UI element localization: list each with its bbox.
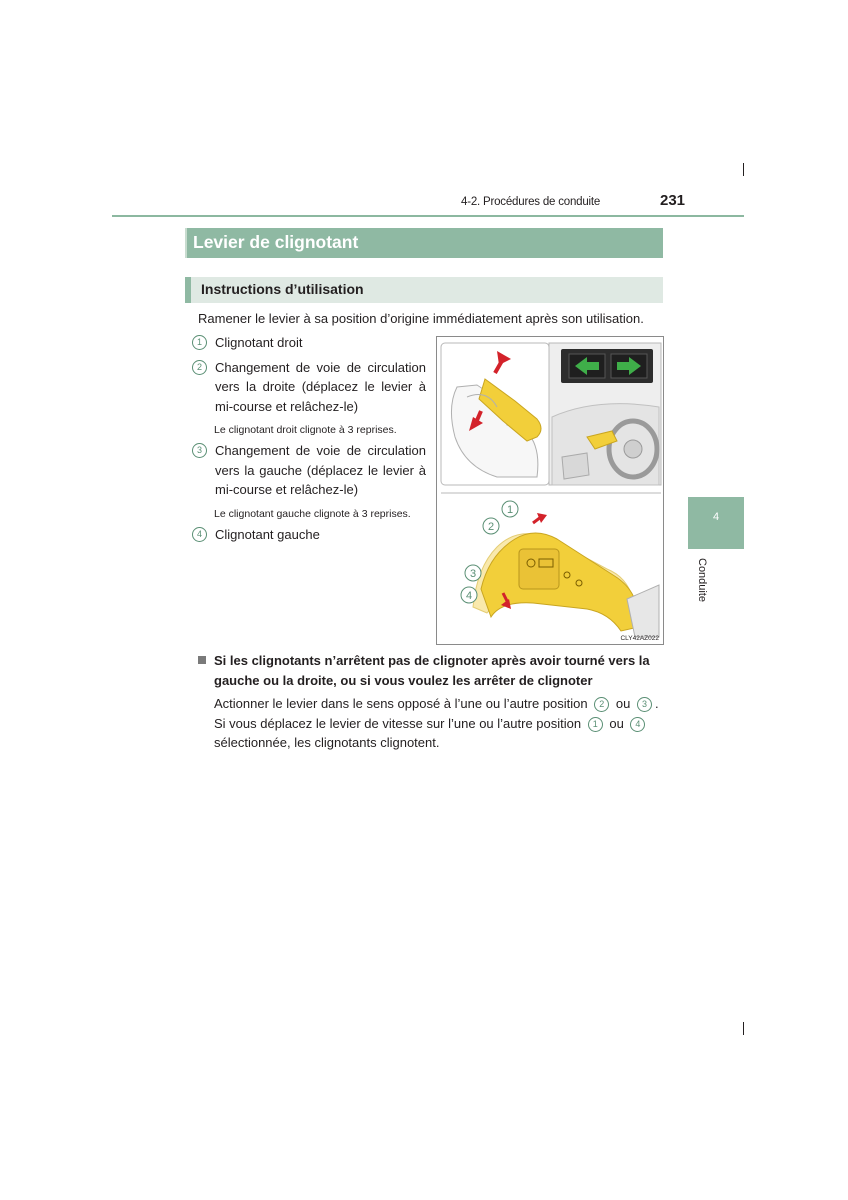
section2-heading-text: Si les clignotants n’arrêtent pas de clignoter après avoir tourné vers la gauche ou la droite, ou si vous voulez les arrêter de clignoter — [214, 653, 650, 688]
section2-line-2 — [214, 714, 662, 753]
callout-number: 4 — [630, 717, 645, 732]
bulleted-heading — [198, 651, 662, 690]
list-item — [192, 441, 426, 500]
callout-number: 3 — [192, 443, 207, 458]
chapter-number: 4 — [712, 511, 720, 523]
item-text: Clignotant gauche — [215, 526, 320, 542]
page-number: 231 — [660, 192, 686, 209]
chapter-label: Conduite — [696, 558, 708, 603]
section2-heading — [198, 651, 662, 690]
section2-paragraph — [214, 694, 662, 753]
item-note: Le clignotant gauche clignote à 3 reprises. — [214, 507, 411, 520]
section2-text: ou — [609, 715, 624, 731]
section2-text: Si vous déplacez le levier de vitesse sur l’une ou l’autre position — [214, 715, 582, 731]
crop-mark-top — [743, 163, 744, 176]
header-section-title: 4-2. Procédures de conduite — [461, 196, 601, 208]
item-note: Le clignotant droit clignote à 3 reprises. — [214, 424, 397, 436]
callout-number: 2 — [594, 697, 609, 712]
crop-mark-bottom — [743, 1022, 744, 1035]
callout-number: 4 — [192, 527, 207, 542]
callout-number: 2 — [192, 360, 207, 375]
figure-callout-1: 1 — [506, 504, 514, 516]
item-text: Changement de voie de circulation vers la gauche (déplacez le levier à mi-course et relâchez-le) — [215, 443, 426, 497]
header-rule — [112, 215, 744, 217]
section2-text: ou — [615, 696, 631, 711]
page-title: Levier de clignotant — [185, 228, 663, 258]
callout-number: 1 — [588, 717, 603, 732]
section2-text: Actionner le levier dans le sens opposé à l’une ou l’autre position — [214, 696, 588, 711]
item-text: Changement de voie de circulation vers la droite (déplacez le levier à mi-course et relâchez-le) — [215, 359, 426, 414]
item-text: Clignotant droit — [215, 335, 303, 350]
figure-callout-3: 3 — [469, 568, 477, 580]
intro-text: Ramener le levier à sa position d’origine immédiatement après son utilisation. — [198, 311, 644, 326]
list-item — [192, 333, 426, 353]
section2-text: sélectionnée, les clignotants clignotent. — [214, 735, 440, 750]
callout-number: 1 — [192, 335, 207, 350]
list-item — [192, 358, 426, 417]
list-item — [192, 525, 426, 545]
turn-signal-figure — [436, 336, 664, 645]
section-subtitle: Instructions d’utilisation — [185, 277, 663, 303]
figure-callout-2: 2 — [487, 521, 495, 533]
figure-callout-4: 4 — [465, 590, 473, 602]
section2-line-1: Actionner le levier dans le sens opposé à l’une ou l’autre position 2 ou 3 . — [214, 696, 659, 711]
callout-number: 3 — [637, 697, 652, 712]
item-list — [192, 333, 426, 544]
bullet-square-icon — [198, 656, 206, 664]
figure-illustration — [437, 337, 663, 644]
chapter-tab — [688, 497, 744, 549]
figure-code: CLY42AZ022 — [620, 635, 659, 642]
